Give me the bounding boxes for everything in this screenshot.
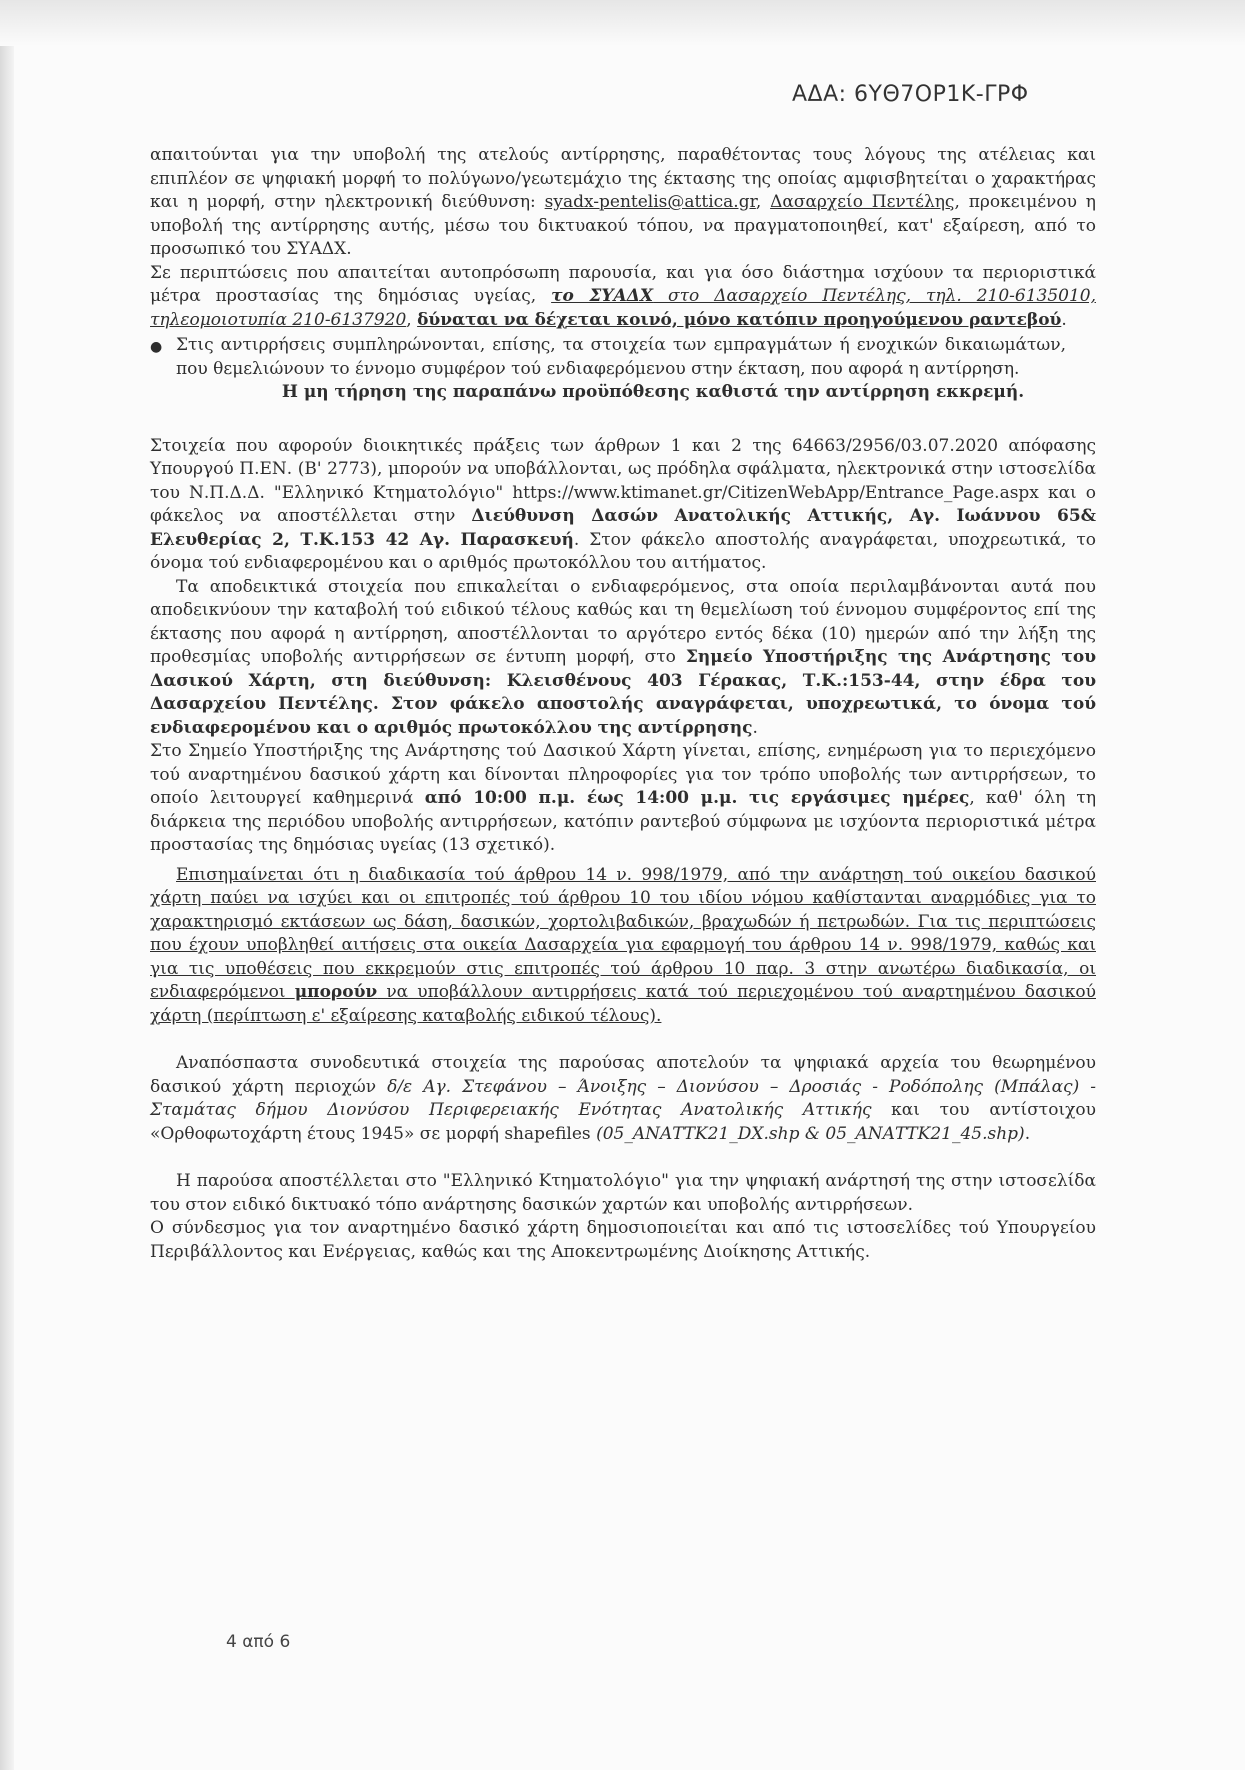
ada-code: ΑΔΑ: 6ΥΘ7ΟΡ1Κ-ΓΡΦ [792, 82, 1029, 107]
contact-info: στο Δασαρχείο Πεντέλης, τηλ. 210-6135010, τηλεομοιοτυπία 210-6137920 [150, 286, 1096, 330]
pending-warning: Η μη τήρηση της παραπάνω προϋπόθεσης καθιστά την αντίρρηση εκκρεμή. [281, 382, 1025, 402]
document-body [150, 144, 1096, 1264]
working-hours: από 10:00 π.μ. έως 14:00 μ.μ. τις εργάσιμες ημέρες [424, 788, 970, 808]
paragraph-evidence: Τα αποδεικτικά στοιχεία που επικαλείται ο ενδιαφερόμενος, στα οποία περιλαμβάνονται αυτά που αποδεικνύουν την καταβολή τού ειδικού τέλους καθώς και τη θεμελίωση τού έννομου συμφέροντος επί της έκτασης που αφορά η αντίρρηση, αποστέλλονται το αργότερο εντός δέκα (10) ημερών από την λήξη της προθεσμίας υποβολής αντιρρήσεων σε έντυπη μορφή, στο Σημείο Υποστήριξης της Ανάρτησης του Δασικού Χάρτη, στη διεύθυνση: Κλεισθένους 403 Γέρακας, Τ.Κ.:153-44, στην έδρα του Δασαρχείου Πεντέλης. Στον φάκελο αποστολής αναγράφεται, υποχρεωτικά, το όνομα τού ενδιαφερομένου και ο αριθμός πρωτοκόλλου της αντίρρησης. [150, 576, 1096, 738]
email-link[interactable]: syadx-pentelis@attica.gr [544, 192, 756, 212]
paragraph-article-14: Επισημαίνεται ότι η διαδικασία τού άρθρου 14 ν. 998/1979, από την ανάρτηση τού οικείου δασικού χάρτη παύει να ισχύει και οι επιτροπές τού άρθρου 10 του ιδίου νόμου καθίστανται αναρμόδιες για το χαρακτηρισμό εκτάσεων ως δάση, δασικών, χορτολιβαδικών, βραχωδών ή πετρωδών. Για τις περιπτώσεις που έχουν υποβληθεί αιτήσεις στα οικεία Δασαρχεία για εφαρμογή του άρθρου 14 ν. 998/1979, καθώς και για τις υποθέσεις που εκκρεμούν στις επιτροπές τού άρθρου 10 παρ. 3 στην ανωτέρω διαδικασία, οι ενδιαφερόμενοι μπορούν να υποβάλλουν αντιρρήσεις κατά τού περιεχομένου τού αναρτημένου δασικού χάρτη (περίπτωση ε' εξαίρεσης καταβολής ειδικού τέλους). [150, 864, 1096, 1026]
paragraph-objection-email: απαιτούνται για την υποβολή της ατελούς αντίρρησης, παραθέτοντας τους λόγους της ατέλειας και επιπλέον σε ψηφιακή μορφή το πολύγωνο/γεωτεμάχιο της έκτασης της οποίας αμφισβητείται ο χαρακτήρας και η μορφή, στην ηλεκτρονική διεύθυνση: syadx-pentelis@attica.gr, Δασαρχείο Πεντέλης, προκειμένου η υποβολή της αντίρρησης αυτής, μέσω του δικτυακού τόπου, να πραγματοποιηθεί, κατ' εξαίρεση, από το προσωπικό του ΣΥΑΔΧ. [150, 145, 1096, 259]
paragraph-appointment: Σε περιπτώσεις που απαιτείται αυτοπρόσωπη παρουσία, και για όσο διάστημα ισχύουν τα περιοριστικά μέτρα προστασίας της δημόσιας υγείας, το ΣΥΑΔΧ στο Δασαρχείο Πεντέλης, τηλ. 210-6135010, τηλεομοιοτυπία 210-6137920, δύναται να δέχεται κοινό, μόνο κατόπιν προηγούμενου ραντεβού. [150, 262, 1096, 330]
paragraph-obvious-errors: Στοιχεία που αφορούν διοικητικές πράξεις των άρθρων 1 και 2 της 64663/2956/03.07.2020 απόφασης Υπουργού Π.ΕΝ. (Β' 2773), μπορούν να υποβάλλονται, ως πρόδηλα σφάλματα, ηλεκτρονικά στην ιστοσελίδα του Ν.Π.Δ.Δ. "Ελληνικό Κτηματολόγιο" https://www.ktimanet.gr/CitizenWebApp/Entrance_Page.aspx και ο φάκελος να αποστέλλεται στην Διεύθυνση Δασών Ανατολικής Αττικής, Αγ. Ιωάννου 65& Ελευθερίας 2, Τ.Κ.153 42 Αγ. Παρασκευή. Στον φάκελο αποστολής αναγράφεται, υποχρεωτικά, το όνομα τού ενδιαφερομένου και ο αριθμός πρωτοκόλλου του αιτήματος. [150, 435, 1097, 573]
can-submit-emphasis: μπορούν [294, 982, 378, 1002]
appointment-notice: δύναται να δέχεται κοινό, μόνο κατόπιν προηγούμενου ραντεβού [417, 309, 1062, 330]
paragraph-attachments: Αναπόσπαστα συνοδευτικά στοιχεία της παρούσας αποτελούν τα ψηφιακά αρχεία του θεωρημένου δασικού χάρτη περιοχών δ/ε Αγ. Στεφάνου – Άνοιξης – Διονύσου – Δροσιάς - Ροδόπολης (Μπάλας) - Σταμάτας δήμου Διονύσου Περιφερειακής Ενότητας Ανατολικής Αττικής και του αντίστοιχου «Ορθοφωτοχάρτη έτους 1945» σε μορφή shapefiles (05_ΑΝΑΤΤΚ21_DX.shp & 05_ΑΝΑΤΤΚ21_45.shp). [150, 1053, 1096, 1144]
scan-shadow-top [0, 0, 1245, 46]
areas-list: δ/ε Αγ. Στεφάνου – Άνοιξης – Διονύσου – Δροσιάς - Ροδόπολης (Μπάλας) - Σταμάτας δήμου Διονύσου Περιφερειακής Ενότητας Ανατολικής Αττικής [150, 1076, 1096, 1120]
paragraph-link-publicity: Ο σύνδεσμος για τον αναρτημένο δασικό χάρτη δημοσιοποιείται και από τις ιστοσελίδες τού Υπουργείου Περιβάλλοντος και Ενέργειας, καθώς και της Αποκεντρωμένης Διοίκησης Αττικής. [150, 1218, 1096, 1262]
bullet-text: Στις αντιρρήσεις συμπληρώνονται, επίσης, τα στοιχεία των εμπραγμάτων ή ενοχικών δικαιωμάτων, που θεμελιώνουν το έννομο συμφέρον τού ενδιαφερόμενου στην έκταση, που αφορά η αντίρρηση. [176, 335, 1066, 379]
office-name: Δασαρχείο Πεντέλης [770, 192, 955, 212]
page-number: 4 από 6 [226, 1632, 291, 1652]
paragraph-support-hours: Στο Σημείο Υποστήριξης της Ανάρτησης τού Δασικού Χάρτη γίνεται, επίσης, ενημέρωση για το περιεχόμενο τού αναρτημένου δασικού χάρτη και δίνονται πληροφορίες για τον τρόπο υποβολής των αντιρρήσεων, το οποίο λειτουργεί καθημερινά από 10:00 π.μ. έως 14:00 μ.μ. τις εργάσιμες ημέρες, καθ' όλη τη διάρκεια της περιόδου υποβολής αντιρρήσεων, κατόπιν ραντεβού σύμφωνα με ισχύοντα περιοριστικά μέτρα προστασίας της δημόσιας υγείας (13 σχετικό). [150, 741, 1097, 855]
syadx-label: το ΣΥΑΔΧ [551, 286, 654, 306]
bullet-item [150, 334, 1096, 381]
shapefile-names: (05_ΑΝΑΤΤΚ21_DX.shp & 05_ΑΝΑΤΤΚ21_45.shp) [596, 1123, 1025, 1144]
forest-directorate-address: Διεύθυνση Δασών Ανατολικής Αττικής, Αγ. Ιωάννου 65& Ελευθερίας 2, Τ.Κ.153 42 Αγ. Παρασκευή [150, 506, 1096, 550]
scan-shadow-left [0, 0, 14, 1770]
support-point-address: Σημείο Υποστήριξης της Ανάρτησης του Δασικού Χάρτη, στη διεύθυνση: Κλεισθένους 403 Γέρακας, Τ.Κ.:153-44, στην έδρα του Δασαρχείου Πεντέλης. Στον φάκελο αποστολής αναγράφεται, υποχρεωτικά, το όνομα τού ενδιαφερομένου και ο αριθμός πρωτοκόλλου της αντίρρησης [150, 647, 1096, 738]
bullet-icon: ● [150, 339, 163, 355]
paragraph-publication: Η παρούσα αποστέλλεται στο "Ελληνικό Κτηματολόγιο" για την ψηφιακή ανάρτησή της στην ιστοσελίδα του στον ειδικό δικτυακό τόπο ανάρτησης δασικών χαρτών και υποβολής αντιρρήσεων. [150, 1171, 1096, 1215]
